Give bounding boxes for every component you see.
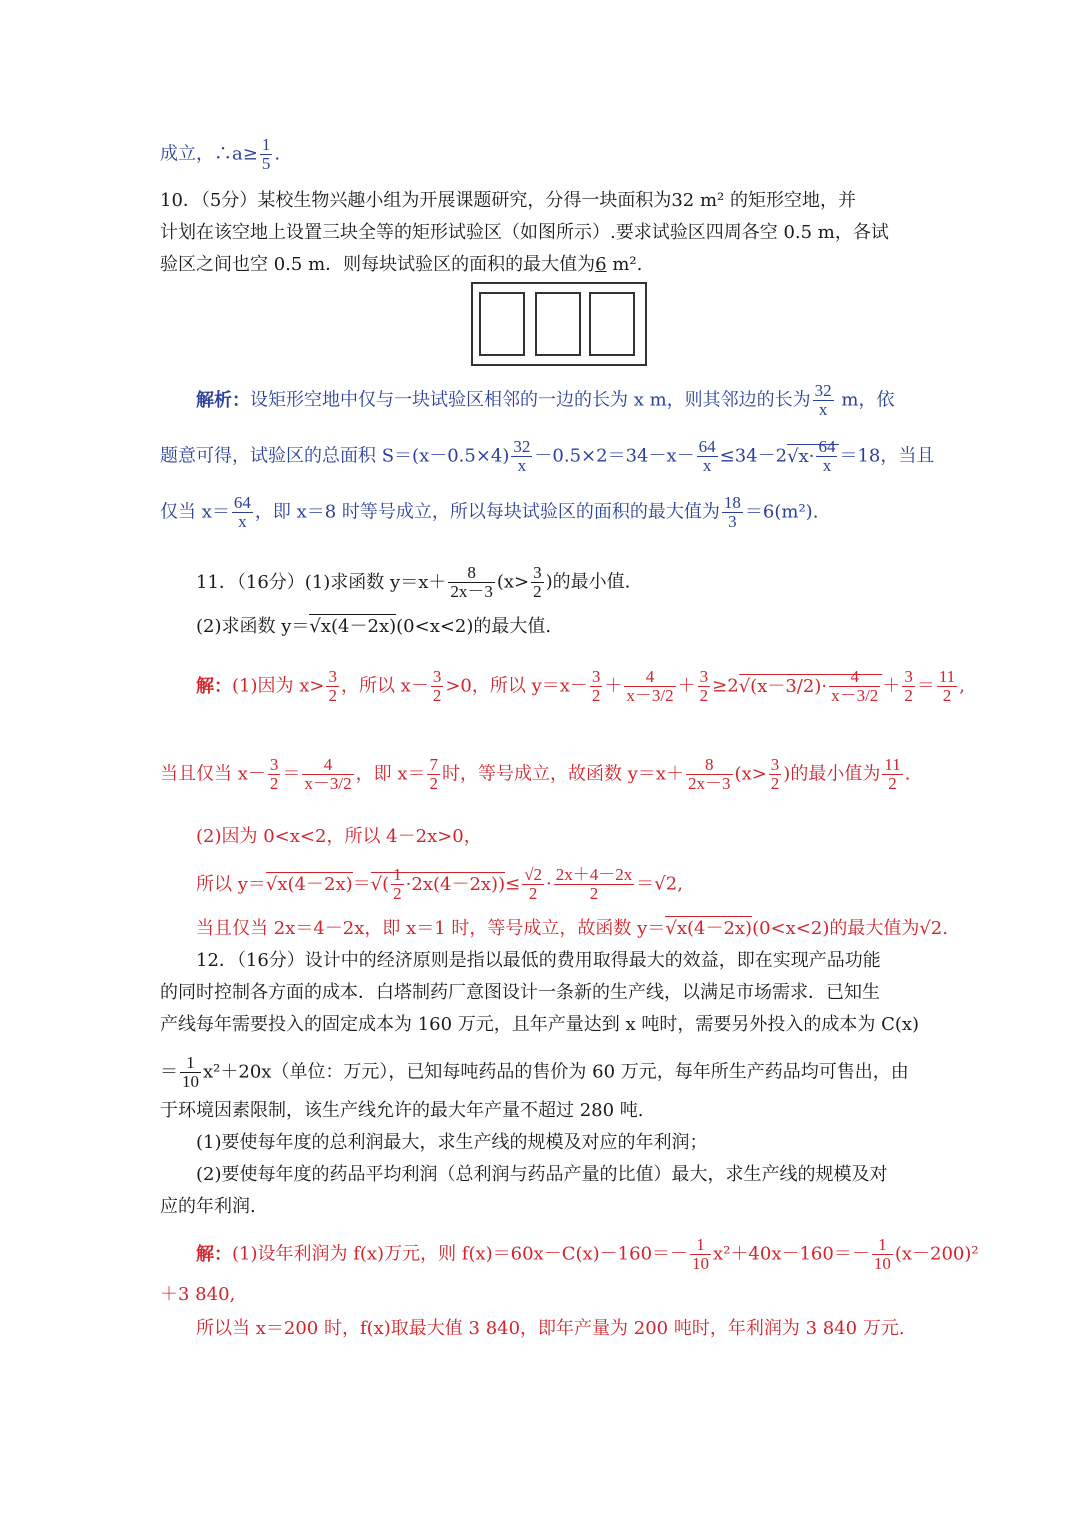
- solution-label: 解：: [196, 675, 232, 697]
- solution-11-line-5: 当且仅当 2x＝4－2x，即 x＝1 时，等号成立，故函数 y＝√x(4－2x)(0<x<2)的最大值为√2.: [196, 918, 948, 939]
- test-area-3: [589, 292, 635, 356]
- rectangle-diagram: [471, 282, 647, 366]
- question-12-line-3: 产线每年需要投入的固定成本为 160 万元，且年产量达到 x 吨时，需要另外投入的成本为 C(x): [160, 1014, 920, 1035]
- question-11-line-2: (2)求函数 y＝√x(4－2x)(0<x<2)的最大值.: [196, 616, 552, 637]
- solution-12-line-2: ＋3 840,: [160, 1284, 236, 1305]
- question-12-line-6: (1)要使每年度的总利润最大，求生产线的规模及对应的年利润；: [196, 1132, 708, 1153]
- question-10-line-3: 验区之间也空 0.5 m．则每块试验区的面积的最大值为6 m².: [160, 254, 643, 275]
- previous-solution-ending: 成立，∴a≥ $\frac{1}{5}$ .: [160, 135, 281, 173]
- question-12-line-7: (2)要使每年度的药品平均利润（总利润与药品产量的比值）最大，求生产线的规模及对: [196, 1164, 888, 1185]
- solution-10-line-2: 题意可得，试验区的总面积 S＝(x－0.5×4) $\frac{32}{x}$ －0.5×2＝34－x－ $\frac{64}{x}$ ≤34－2√x· $\frac{64}{x}$ ＝18，当且: [160, 437, 935, 475]
- solution-10-line-1: 解析：设矩形空地中仅与一块试验区相邻的一边的长为 x m，则其邻边的长为 $\frac{32}{x}$ m，依: [196, 381, 895, 419]
- solution-11-line-4: 所以 y＝√x(4－2x)＝√( $\frac{1}{2}$ ·2x(4－2x))≤ $\frac{√2}{2}$ · $\frac{2x+4-2x}{2}$ ＝√2,: [196, 865, 683, 903]
- sqrt-expression: √x· $\frac{64}{x}$: [787, 444, 839, 467]
- solution-10-line-3: 仅当 x＝ $\frac{64}{x}$ ，即 x＝8 时等号成立，所以每块试验区的面积的最大值为 $\frac{18}{3}$ ＝6(m²).: [160, 493, 819, 531]
- text: 成立，∴a≥: [160, 143, 258, 165]
- question-12-line-8: 应的年利润.: [160, 1196, 256, 1217]
- solution-label: 解：: [196, 1243, 232, 1265]
- solution-12-line-3: 所以当 x＝200 时，f(x)取最大值 3 840，即年产量为 200 吨时，年利润为 3 840 万元.: [196, 1318, 905, 1339]
- question-11-line-1: 11．（16分）(1)求函数 y＝x＋ $\frac{8}{2x-3}$ (x> $\frac{3}{2}$ )的最小值.: [196, 563, 631, 601]
- question-10-line-1: 10．（5分）某校生物兴趣小组为开展课题研究，分得一块面积为32 m² 的矩形空地，并: [160, 190, 856, 211]
- solution-label: 解析：: [196, 389, 250, 411]
- question-12-line-1: 12．（16分）设计中的经济原则是指以最低的费用取得最大的效益，即在实现产品功能: [196, 950, 881, 971]
- solution-11-line-2: 当且仅当 x－ $\frac{3}{2}$ ＝ $\frac{4}{x-3/2}$ ，即 x＝ $\frac{7}{2}$ 时，等号成立，故函数 y＝x＋ $\frac{8}{2x-3}$ (x> $\frac{3}{2}$ )的最小值为 $\frac{11}{2}$ .: [160, 755, 911, 793]
- solution-11-line-1: 解：(1)因为 x> $\frac{3}{2}$ ，所以 x－ $\frac{3}{2}$ >0，所以 y＝x－ $\frac{3}{2}$ ＋ $\frac{4}{x-3/2}$ ＋ $\frac{3}{2}$ ≥2√(x－3/2)· $\frac{4}{x-3/2}$ ＋ $\frac{3}{2}$ ＝ $\frac{11}{2}$ ,: [196, 667, 965, 705]
- question-12-line-5: 于环境因素限制，该生产线允许的最大年产量不超过 280 吨.: [160, 1100, 644, 1121]
- test-area-1: [479, 292, 525, 356]
- solution-11-line-3: (2)因为 0<x<2，所以 4－2x>0，: [196, 826, 482, 847]
- solution-12-line-1: 解：(1)设年利润为 f(x)万元，则 f(x)＝60x－C(x)－160＝－ $\frac{1}{10}$ x²＋40x－160＝－ $\frac{1}{10}$ (x－200)²: [196, 1235, 979, 1273]
- question-12-line-2: 的同时控制各方面的成本．白塔制药厂意图设计一条新的生产线，以满足市场需求．已知生: [160, 982, 880, 1003]
- test-area-2: [535, 292, 581, 356]
- fraction: $\frac{1}{5}$: [261, 135, 271, 173]
- question-12-line-4: ＝ $\frac{1}{10}$ x²＋20x（单位：万元），已知每吨药品的售价为 60 万元，每年所生产药品均可售出，由: [160, 1053, 909, 1091]
- answer-blank: 6: [595, 254, 607, 275]
- question-10-line-2: 计划在该空地上设置三块全等的矩形试验区（如图所示）.要求试验区四周各空 0.5 m，各试: [160, 222, 889, 243]
